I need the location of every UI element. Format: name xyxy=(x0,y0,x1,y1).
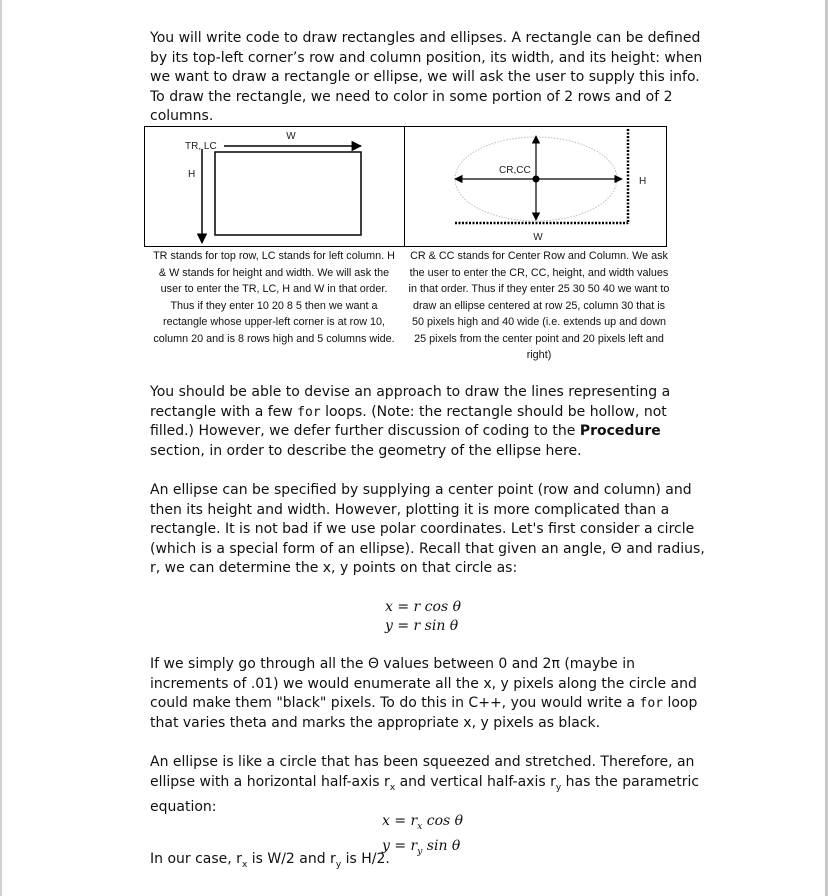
ellipse-height-label: H xyxy=(639,176,647,187)
para6-sub-x: x xyxy=(241,859,248,870)
rectangle-diagram xyxy=(145,127,404,246)
circle-equation-y: y = r sin θ xyxy=(385,618,459,634)
eq2-x-rhs: cos θ xyxy=(422,813,464,829)
ellipse-intro-paragraph: An ellipse can be specified by supplying a center point (row and column) and then its height and width. However, plotting it is more complicated than a rectangle. It is not bad if we use polar coordinates. Let's first consider a circle (which is a special form of an ellipse). Recall that given an angle, Θ and radius, r, we can determine the x, y points on that circle as: xyxy=(150,482,705,577)
rectangle-shape xyxy=(215,152,361,235)
code-for-2: for xyxy=(639,696,664,712)
cr-cc-label: CR,CC xyxy=(499,165,531,176)
rectangle-loops-paragraph xyxy=(150,383,710,461)
para4-text-2: loop that varies theta and marks the appropriate x, y pixels as black. xyxy=(150,695,698,731)
center-point xyxy=(533,176,540,183)
para6-sub-y: y xyxy=(335,859,342,870)
para2-text-1: You should be able to devise an approach to draw the lines representing a rectangle with a few xyxy=(150,384,671,420)
half-axis-paragraph xyxy=(150,850,710,875)
rectangle-caption: TR stands for top row, LC stands for left column. H & W stands for height and width. We will ask the user to enter the TR, LC, H and W in that order. Thus if they enter 10 20 8 5 then we want a rectangle whose upper-left corner is at row 10, column 20 and is 8 rows high and 5 columns wide. xyxy=(153,250,395,345)
ellipse-caption: CR & CC stands for Center Row and Column. We ask the user to enter the CR, CC, height, and width values in that order. Thus if they enter 25 30 50 40 we want to draw an ellipse centered at row 25, column 30 that is 50 pixels high and 40 wide (i.e. extends up and down 25 pixels from the center point and 20 pixels left and right) xyxy=(408,250,670,361)
code-for-1: for xyxy=(297,404,321,420)
eq2-y-lhs: y = r xyxy=(382,837,418,854)
eq2-y-sub: y xyxy=(417,846,423,857)
eq2-x-lhs: x = r xyxy=(382,813,418,829)
intro-paragraph: You will write code to draw rectangles and ellipses. A rectangle can be defined by its top-left corner’s row and column position, its width, and its height: when we want to draw a rectangle or ellipse, we will ask the user to supply this info. To draw the rectangle, we need to color in some portion of 2 rows and of 2 columns. xyxy=(150,30,703,125)
theta-loop-paragraph xyxy=(150,655,710,733)
para6-text-1: In our case, r xyxy=(150,851,242,867)
para6-text-2: is W/2 and r xyxy=(247,851,336,867)
para5-text-3: has the parametric equation: xyxy=(150,773,700,815)
tr-lc-label: TR, LC xyxy=(185,141,217,152)
circle-equation xyxy=(385,598,461,636)
eq2-y-rhs: sin θ xyxy=(422,837,461,854)
page-edge-left xyxy=(0,0,2,896)
ellipse-equation-x xyxy=(382,812,463,837)
width-label: W xyxy=(286,131,296,142)
para5-text-1: An ellipse is like a circle that has been squeezed and stretched. Therefore, an ellipse with a horizontal half-axis r xyxy=(150,754,695,790)
ellipse-diagram xyxy=(405,127,664,246)
height-label: H xyxy=(188,169,196,180)
ellipse-width-label: W xyxy=(533,232,543,243)
ellipse-parametric-paragraph xyxy=(150,753,710,818)
para4-text-1: If we simply go through all the Θ values between 0 and 2π (maybe in increments of .01) we would enumerate all the x, y pixels along the circle and could make them "black" pixels. To do this in C++, you would write a xyxy=(150,656,697,712)
para5-sub-y: y xyxy=(555,782,562,793)
para5-text-2: and vertical half-axis r xyxy=(395,773,556,790)
eq2-x-sub: x xyxy=(417,821,423,832)
para6-text-3: is H/2. xyxy=(341,851,390,867)
circle-equation-x: x = r cos θ xyxy=(385,599,462,615)
para5-sub-x: x xyxy=(389,782,396,793)
procedure-bold: Procedure xyxy=(579,423,661,440)
para2-text-3: section, in order to describe the geometry of the ellipse here. xyxy=(150,442,582,459)
para2-text-2: loops. (Note: the rectangle should be hollow, not filled.) However, we defer further discussion of coding to the xyxy=(150,403,667,440)
